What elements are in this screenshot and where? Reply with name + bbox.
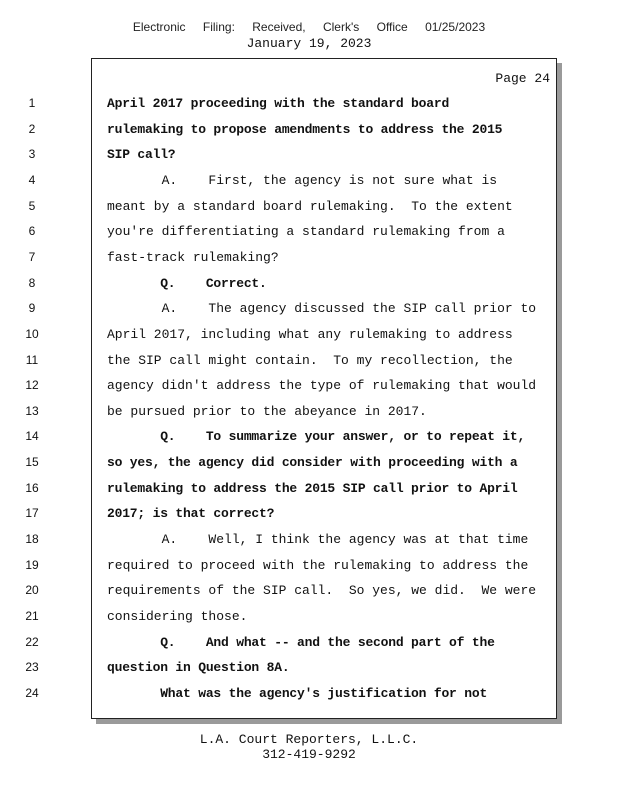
line-text: agency didn't address the type of rulemaking that would [107, 378, 537, 394]
line-text: Q. Correct. [107, 275, 267, 291]
line-number: 9 [28, 301, 36, 316]
line-text: you're differentiating a standard rulemaking from a [107, 224, 505, 240]
transcript-line [28, 274, 552, 294]
line-number: 23 [25, 660, 39, 675]
transcript-line [25, 633, 552, 653]
transcript-line [25, 453, 552, 473]
line-number: 21 [25, 609, 39, 623]
line-number: 12 [25, 378, 39, 393]
filing-received: Received, [252, 20, 306, 34]
line-text: A. The agency discussed the SIP call prior to [107, 301, 537, 317]
transcript-line [25, 427, 552, 447]
line-text: rulemaking to propose amendments to address the 2015 [107, 121, 503, 137]
line-text: 2017; is that correct? [107, 506, 275, 522]
line-text: SIP call? [107, 147, 176, 163]
line-text: Q. And what -- and the second part of the [107, 634, 495, 650]
filing-date: 01/25/2023 [425, 20, 486, 34]
transcript-line [28, 171, 552, 191]
transcript-line [28, 145, 552, 165]
line-text: April 2017 proceeding with the standard board [107, 96, 450, 111]
line-number: 1 [28, 96, 36, 110]
line-number: 17 [25, 506, 39, 521]
filing-electronic: Electronic [132, 20, 186, 34]
line-text: April 2017, including what any rulemaking to address [107, 326, 513, 342]
line-number: 7 [28, 249, 36, 264]
line-text: rulemaking to address the 2015 SIP call prior to April [107, 480, 518, 496]
filing-word: Filing: [202, 20, 235, 34]
page-number: Page 24 [495, 71, 550, 86]
line-text: What was the agency's justification for not [107, 685, 488, 701]
line-text: be pursued prior to the abeyance in 2017. [107, 403, 427, 419]
line-number: 16 [25, 480, 39, 495]
transcript-line [28, 248, 552, 268]
transcript-line [25, 556, 552, 576]
line-number: 15 [25, 455, 39, 470]
line-number: 18 [25, 532, 39, 547]
line-text: Q. To summarize your answer, or to repeat it, [107, 429, 526, 445]
transcript-line [25, 479, 552, 499]
line-number: 13 [25, 403, 39, 418]
line-number: 14 [25, 429, 39, 444]
line-number: 19 [25, 557, 39, 572]
transcript-line [28, 94, 552, 114]
transcript-page [25, 58, 557, 719]
line-number: 3 [28, 147, 36, 162]
line-text: so yes, the agency did consider with proceeding with a [107, 455, 518, 471]
transcript-line [28, 299, 552, 319]
line-number: 5 [28, 198, 36, 213]
line-text: considering those. [107, 609, 248, 624]
line-text: requirements of the SIP call. So yes, we did. We were [107, 583, 537, 599]
line-number: 24 [25, 685, 39, 700]
line-number: 22 [25, 634, 39, 649]
transcript-line [25, 402, 552, 422]
line-text: meant by a standard board rulemaking. To the extent [107, 198, 513, 214]
transcript-line [25, 684, 552, 704]
transcript-line [28, 222, 552, 242]
line-number: 20 [25, 583, 39, 598]
line-number: 8 [28, 275, 36, 290]
transcript-line [25, 581, 552, 601]
filing-clerks: Clerk's [322, 20, 360, 34]
line-number: 10 [25, 326, 39, 341]
transcript-line [25, 325, 552, 345]
line-text: A. First, the agency is not sure what is [107, 172, 498, 188]
transcript-line [25, 607, 552, 627]
line-text: A. Well, I think the agency was at that time [107, 532, 529, 548]
filing-office: Office [376, 20, 408, 34]
line-text: required to proceed with the rulemaking to address the [107, 557, 529, 573]
transcript-line [25, 504, 552, 524]
transcript-line [28, 120, 552, 140]
footer-phone: 312-419-9292 [262, 747, 356, 762]
transcript-line [28, 197, 552, 217]
filing-stamp [0, 20, 618, 34]
document-date: January 19, 2023 [246, 36, 372, 51]
line-text: question in Question 8A. [107, 660, 290, 676]
footer-company: L.A. Court Reporters, L.L.C. [199, 732, 419, 747]
line-text: fast-track rulemaking? [107, 249, 279, 265]
line-number: 4 [28, 172, 36, 187]
transcript-line [25, 658, 552, 678]
line-number: 2 [28, 121, 36, 136]
transcript-line [25, 376, 552, 396]
line-text: the SIP call might contain. To my recollection, the [107, 352, 513, 368]
transcript-line [25, 530, 552, 550]
line-number: 6 [28, 224, 36, 239]
transcript-line [25, 351, 552, 371]
line-number: 11 [25, 352, 39, 367]
